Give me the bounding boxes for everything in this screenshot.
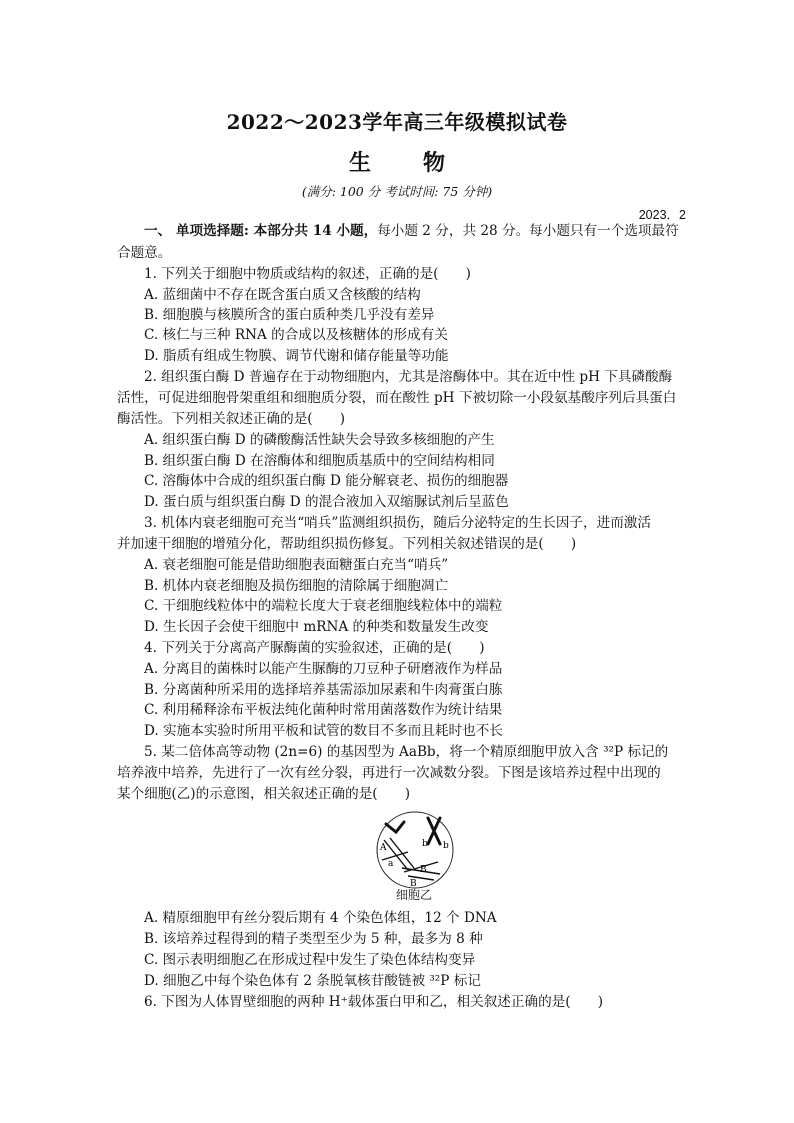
subject-title bbox=[0, 146, 794, 177]
chromosome-x bbox=[428, 818, 440, 844]
chromosome-v bbox=[386, 822, 404, 832]
q2-stem-2: 活性，可促进细胞骨架重组和细胞质分裂，而在酸性 pH 下被切除一小段氨基酸序列后具蛋白 bbox=[117, 390, 677, 406]
exam-title: 2022～2023学年高三年级模拟试卷 bbox=[226, 110, 568, 134]
label-upper-a: A bbox=[380, 843, 387, 853]
label-upper-b-1: B bbox=[420, 865, 427, 875]
q3-option-d[interactable]: D. 生长因子会使干细胞中 mRNA 的种类和数量发生改变 bbox=[144, 619, 489, 635]
q3-option-a[interactable]: A. 衰老细胞可能是借助细胞表面糖蛋白充当“哨兵” bbox=[144, 557, 449, 573]
q5-stem-3: 某个细胞(乙)的示意图，相关叙述正确的是( ) bbox=[117, 786, 411, 802]
subject-char-1: 生 bbox=[348, 150, 371, 176]
q5-option-c[interactable]: C. 图示表明细胞乙在形成过程中发生了染色体结构变异 bbox=[144, 952, 476, 968]
q2-stem-3: 酶活性。下列相关叙述正确的是( ) bbox=[117, 411, 346, 427]
subject-char-2: 物 bbox=[423, 150, 446, 176]
q1-stem: 1. 下列关于细胞中物质或结构的叙述，正确的是( ) bbox=[144, 266, 471, 282]
q5-option-b[interactable]: B. 该培养过程得到的精子类型至少为 5 种，最多为 8 种 bbox=[144, 931, 483, 947]
q2-option-b[interactable]: B. 组织蛋白酶 D 在溶酶体和细胞质基质中的空间结构相同 bbox=[144, 453, 495, 469]
q4-option-c[interactable]: C. 利用稀释涂布平板法纯化菌种时常用菌落数作为统计结果 bbox=[144, 702, 503, 718]
q5-stem-2: 培养液中培养，先进行了一次有丝分裂，再进行一次减数分裂。下图是该培养过程中出现的 bbox=[117, 765, 661, 781]
q1-option-d[interactable]: D. 脂质有组成生物膜、调节代谢和储存能量等功能 bbox=[144, 348, 449, 364]
q1-option-c[interactable]: C. 核仁与三种 RNA 的合成以及核糖体的形成有关 bbox=[144, 327, 448, 343]
q4-option-d[interactable]: D. 实施本实验时所用平板和试管的数目不多而且耗时也不长 bbox=[144, 723, 503, 739]
section-heading-cont: 合题意。 bbox=[117, 245, 172, 261]
q1-option-b[interactable]: B. 细胞膜与核膜所含的蛋白质种类几乎没有差异 bbox=[144, 307, 435, 323]
q4-option-b[interactable]: B. 分离菌种所采用的选择培养基需添加尿素和牛肉膏蛋白胨 bbox=[144, 682, 503, 698]
q5-stem-1: 5. 某二倍体高等动物 (2n=6) 的基因型为 AaBb，将一个精原细胞甲放入含 ³²P 标记的 bbox=[144, 744, 669, 760]
q6-stem: 6. 下图为人体胃壁细胞的两种 H⁺载体蛋白甲和乙，相关叙述正确的是( ) bbox=[144, 994, 604, 1010]
exam-meta: (满分: 100 分 考试时间: 75 分钟) bbox=[301, 184, 493, 199]
exam-date: 2023．2 bbox=[638, 208, 686, 222]
q3-stem-2: 并加速干细胞的增殖分化，帮助组织损伤修复。下列相关叙述错误的是( ) bbox=[117, 536, 577, 552]
q2-option-a[interactable]: A. 组织蛋白酶 D 的磷酸酶活性缺失会导致多核细胞的产生 bbox=[144, 432, 495, 448]
q3-stem-1: 3. 机体内衰老细胞可充当“哨兵”监测组织损伤，随后分泌特定的生长因子，进而激活 bbox=[144, 515, 651, 531]
section-heading-rest: 每小题 2 分，共 28 分。每小题只有一个选项最符 bbox=[377, 223, 679, 239]
q5-option-d[interactable]: D. 细胞乙中每个染色体有 2 条脱氧核苷酸链被 ³²P 标记 bbox=[144, 973, 481, 989]
section-heading bbox=[144, 221, 679, 241]
q4-stem: 4. 下列关于分离高产脲酶菌的实验叙述，正确的是( ) bbox=[144, 640, 485, 656]
q3-option-b[interactable]: B. 机体内衰老细胞及损伤细胞的清除属于细胞凋亡 bbox=[144, 578, 449, 594]
label-upper-b-2: B bbox=[410, 879, 417, 889]
q2-option-d[interactable]: D. 蛋白质与组织蛋白酶 D 的混合液加入双缩脲试剂后呈蓝色 bbox=[144, 494, 509, 510]
figure-caption: 细胞乙 bbox=[396, 888, 433, 902]
section-heading-bold: 一、 单项选择题: 本部分共 14 小题， bbox=[144, 223, 378, 239]
q2-stem-1: 2. 组织蛋白酶 D 普遍存在于动物细胞内，尤其是溶酶体中。其在近中性 pH 下具磷酸酶 bbox=[144, 369, 673, 385]
label-b-1: b bbox=[422, 839, 428, 849]
q1-option-a[interactable]: A. 蓝细菌中不存在既含蛋白质又含核酸的结构 bbox=[144, 287, 421, 303]
label-b-2: b bbox=[443, 841, 449, 851]
q2-option-c[interactable]: C. 溶酶体中合成的组织蛋白酶 D 能分解衰老、损伤的细胞器 bbox=[144, 473, 509, 489]
q5-option-a[interactable]: A. 精原细胞甲有丝分裂后期有 4 个染色体组，12 个 DNA bbox=[144, 910, 497, 926]
q3-option-c[interactable]: C. 干细胞线粒体中的端粒长度大于衰老细胞线粒体中的端粒 bbox=[144, 598, 503, 614]
q4-option-a[interactable]: A. 分离目的菌株时以能产生脲酶的刀豆种子研磨液作为样品 bbox=[144, 661, 503, 677]
label-lower-a: a bbox=[388, 859, 394, 869]
